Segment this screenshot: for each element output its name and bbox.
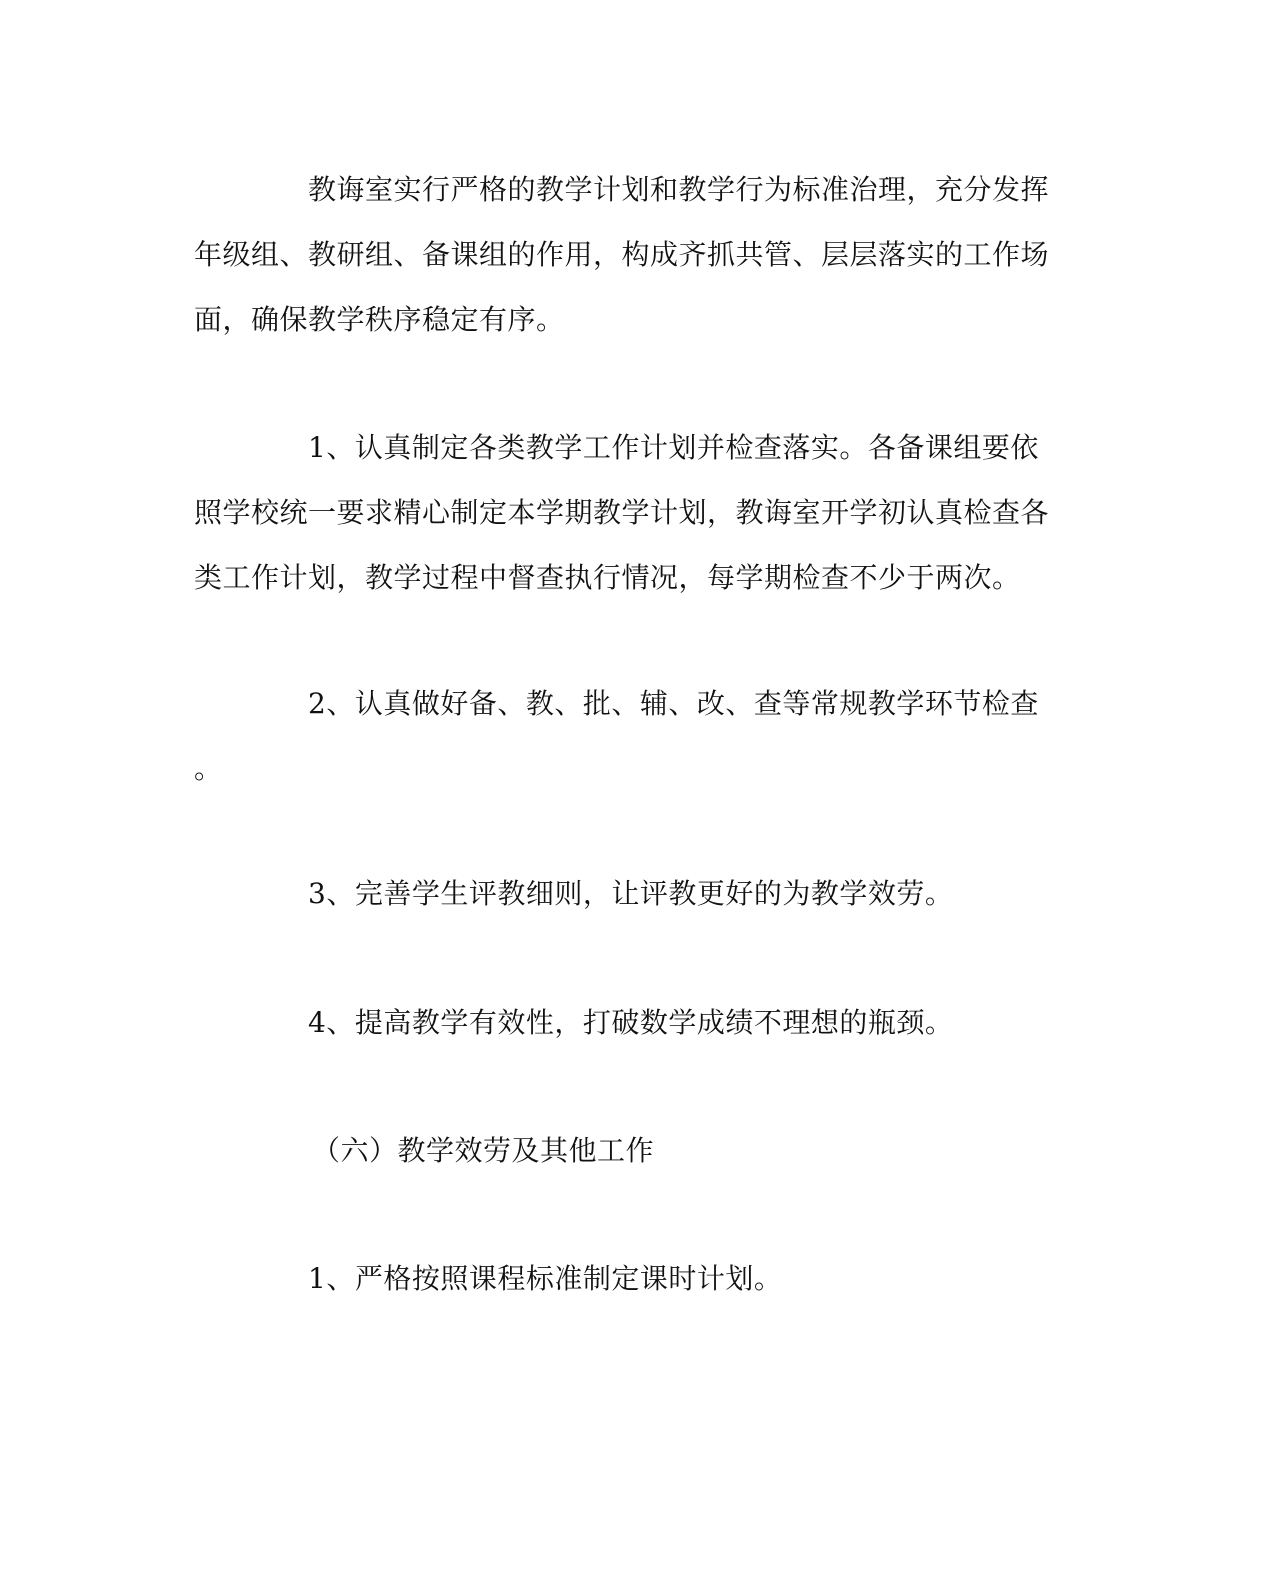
paragraph-line: 1、认真制定各类教学工作计划并检查落实。各备课组要依 [308, 431, 1039, 464]
paragraph-line: 面，确保教学秩序稳定有序。 [194, 303, 565, 336]
section-heading: （六）教学效劳及其他工作 [312, 1134, 655, 1167]
paragraph-line: 3、完善学生评教细则，让评教更好的为教学效劳。 [308, 877, 954, 910]
paragraph-line: 照学校统一要求精心制定本学期教学计划，教诲室开学初认真检查各 [194, 496, 1050, 529]
paragraph-line: 年级组、教研组、备课组的作用，构成齐抓共管、层层落实的工作场 [194, 238, 1050, 271]
paragraph-line: 类工作计划，教学过程中督查执行情况，每学期检查不少于两次。 [194, 561, 1021, 594]
paragraph-line: 4、提高教学有效性，打破数学成绩不理想的瓶颈。 [308, 1006, 954, 1039]
paragraph-line: 教诲室实行严格的教学计划和教学行为标准治理，充分发挥 [308, 173, 1050, 206]
paragraph-line: 。 [194, 752, 223, 785]
paragraph-line: 2、认真做好备、教、批、辅、改、查等常规教学环节检查 [308, 687, 1039, 720]
paragraph-line: 1、严格按照课程标准制定课时计划。 [308, 1262, 783, 1295]
